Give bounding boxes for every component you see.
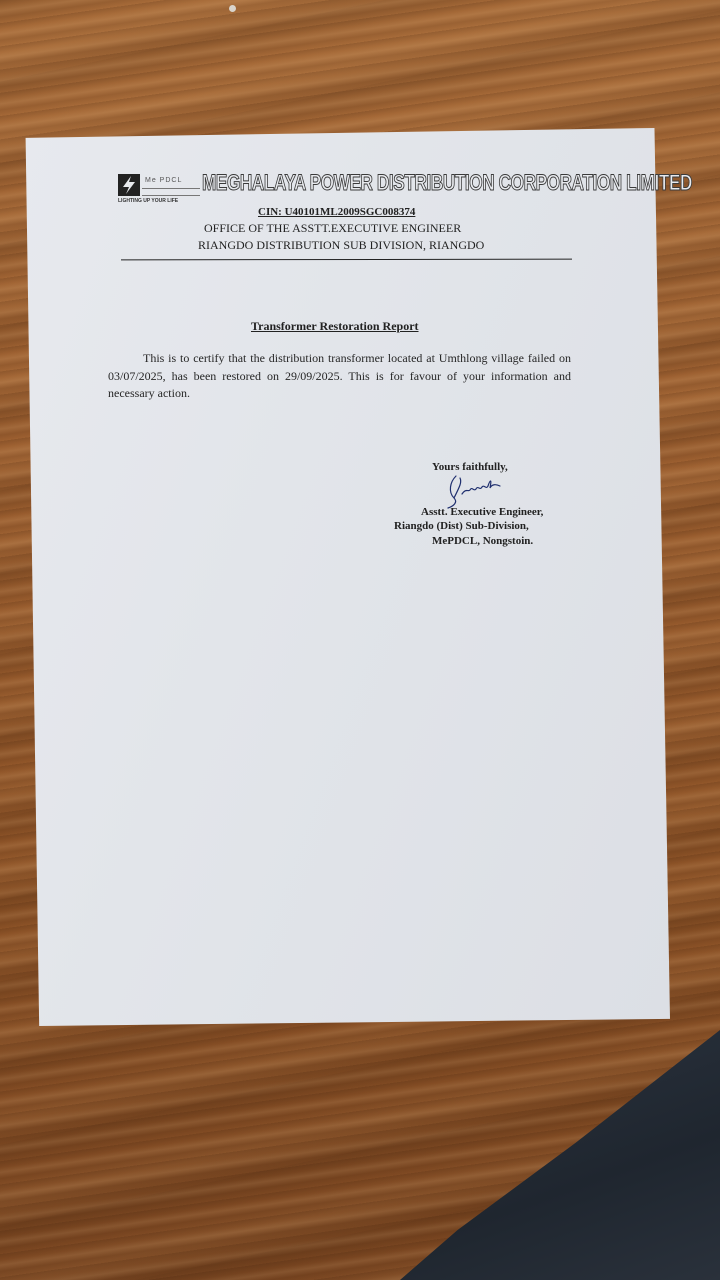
cin-number: CIN: U40101ML2009SGC008374 xyxy=(258,206,416,218)
company-logo xyxy=(118,172,202,206)
signatory-designation: Asstt. Executive Engineer, xyxy=(421,506,544,518)
desk-mark xyxy=(229,5,236,12)
report-body: This is to certify that the distribution transformer located at Umthlong village failed on 03/07/2025, has been restored on 29/09/2025. This is for favour of your information and necessary action. xyxy=(108,351,571,400)
organization-name: MEGHALAYA POWER DISTRIBUTION CORPORATION LIMITED xyxy=(202,170,693,195)
letterhead xyxy=(118,170,693,208)
paper-sheet xyxy=(23,128,670,1026)
signatory-office: MePDCL, Nongstoin. xyxy=(432,535,534,547)
signatory-subdivision: Riangdo (Dist) Sub-Division, xyxy=(394,520,529,532)
logo-tagline: LIGHTING UP YOUR LIFE xyxy=(118,198,179,204)
report-title: Transformer Restoration Report xyxy=(251,319,419,333)
floor-shadow xyxy=(400,1030,720,1280)
office-line-2: RIANGDO DISTRIBUTION SUB DIVISION, RIANGDO xyxy=(198,238,485,252)
logo-name: Me PDCL xyxy=(145,177,183,184)
lightning-logo-icon xyxy=(118,174,140,196)
office-line-1: OFFICE OF THE ASSTT.EXECUTIVE ENGINEER xyxy=(204,221,462,235)
logo-lines xyxy=(142,188,200,196)
closing-salutation: Yours faithfully, xyxy=(432,461,508,473)
